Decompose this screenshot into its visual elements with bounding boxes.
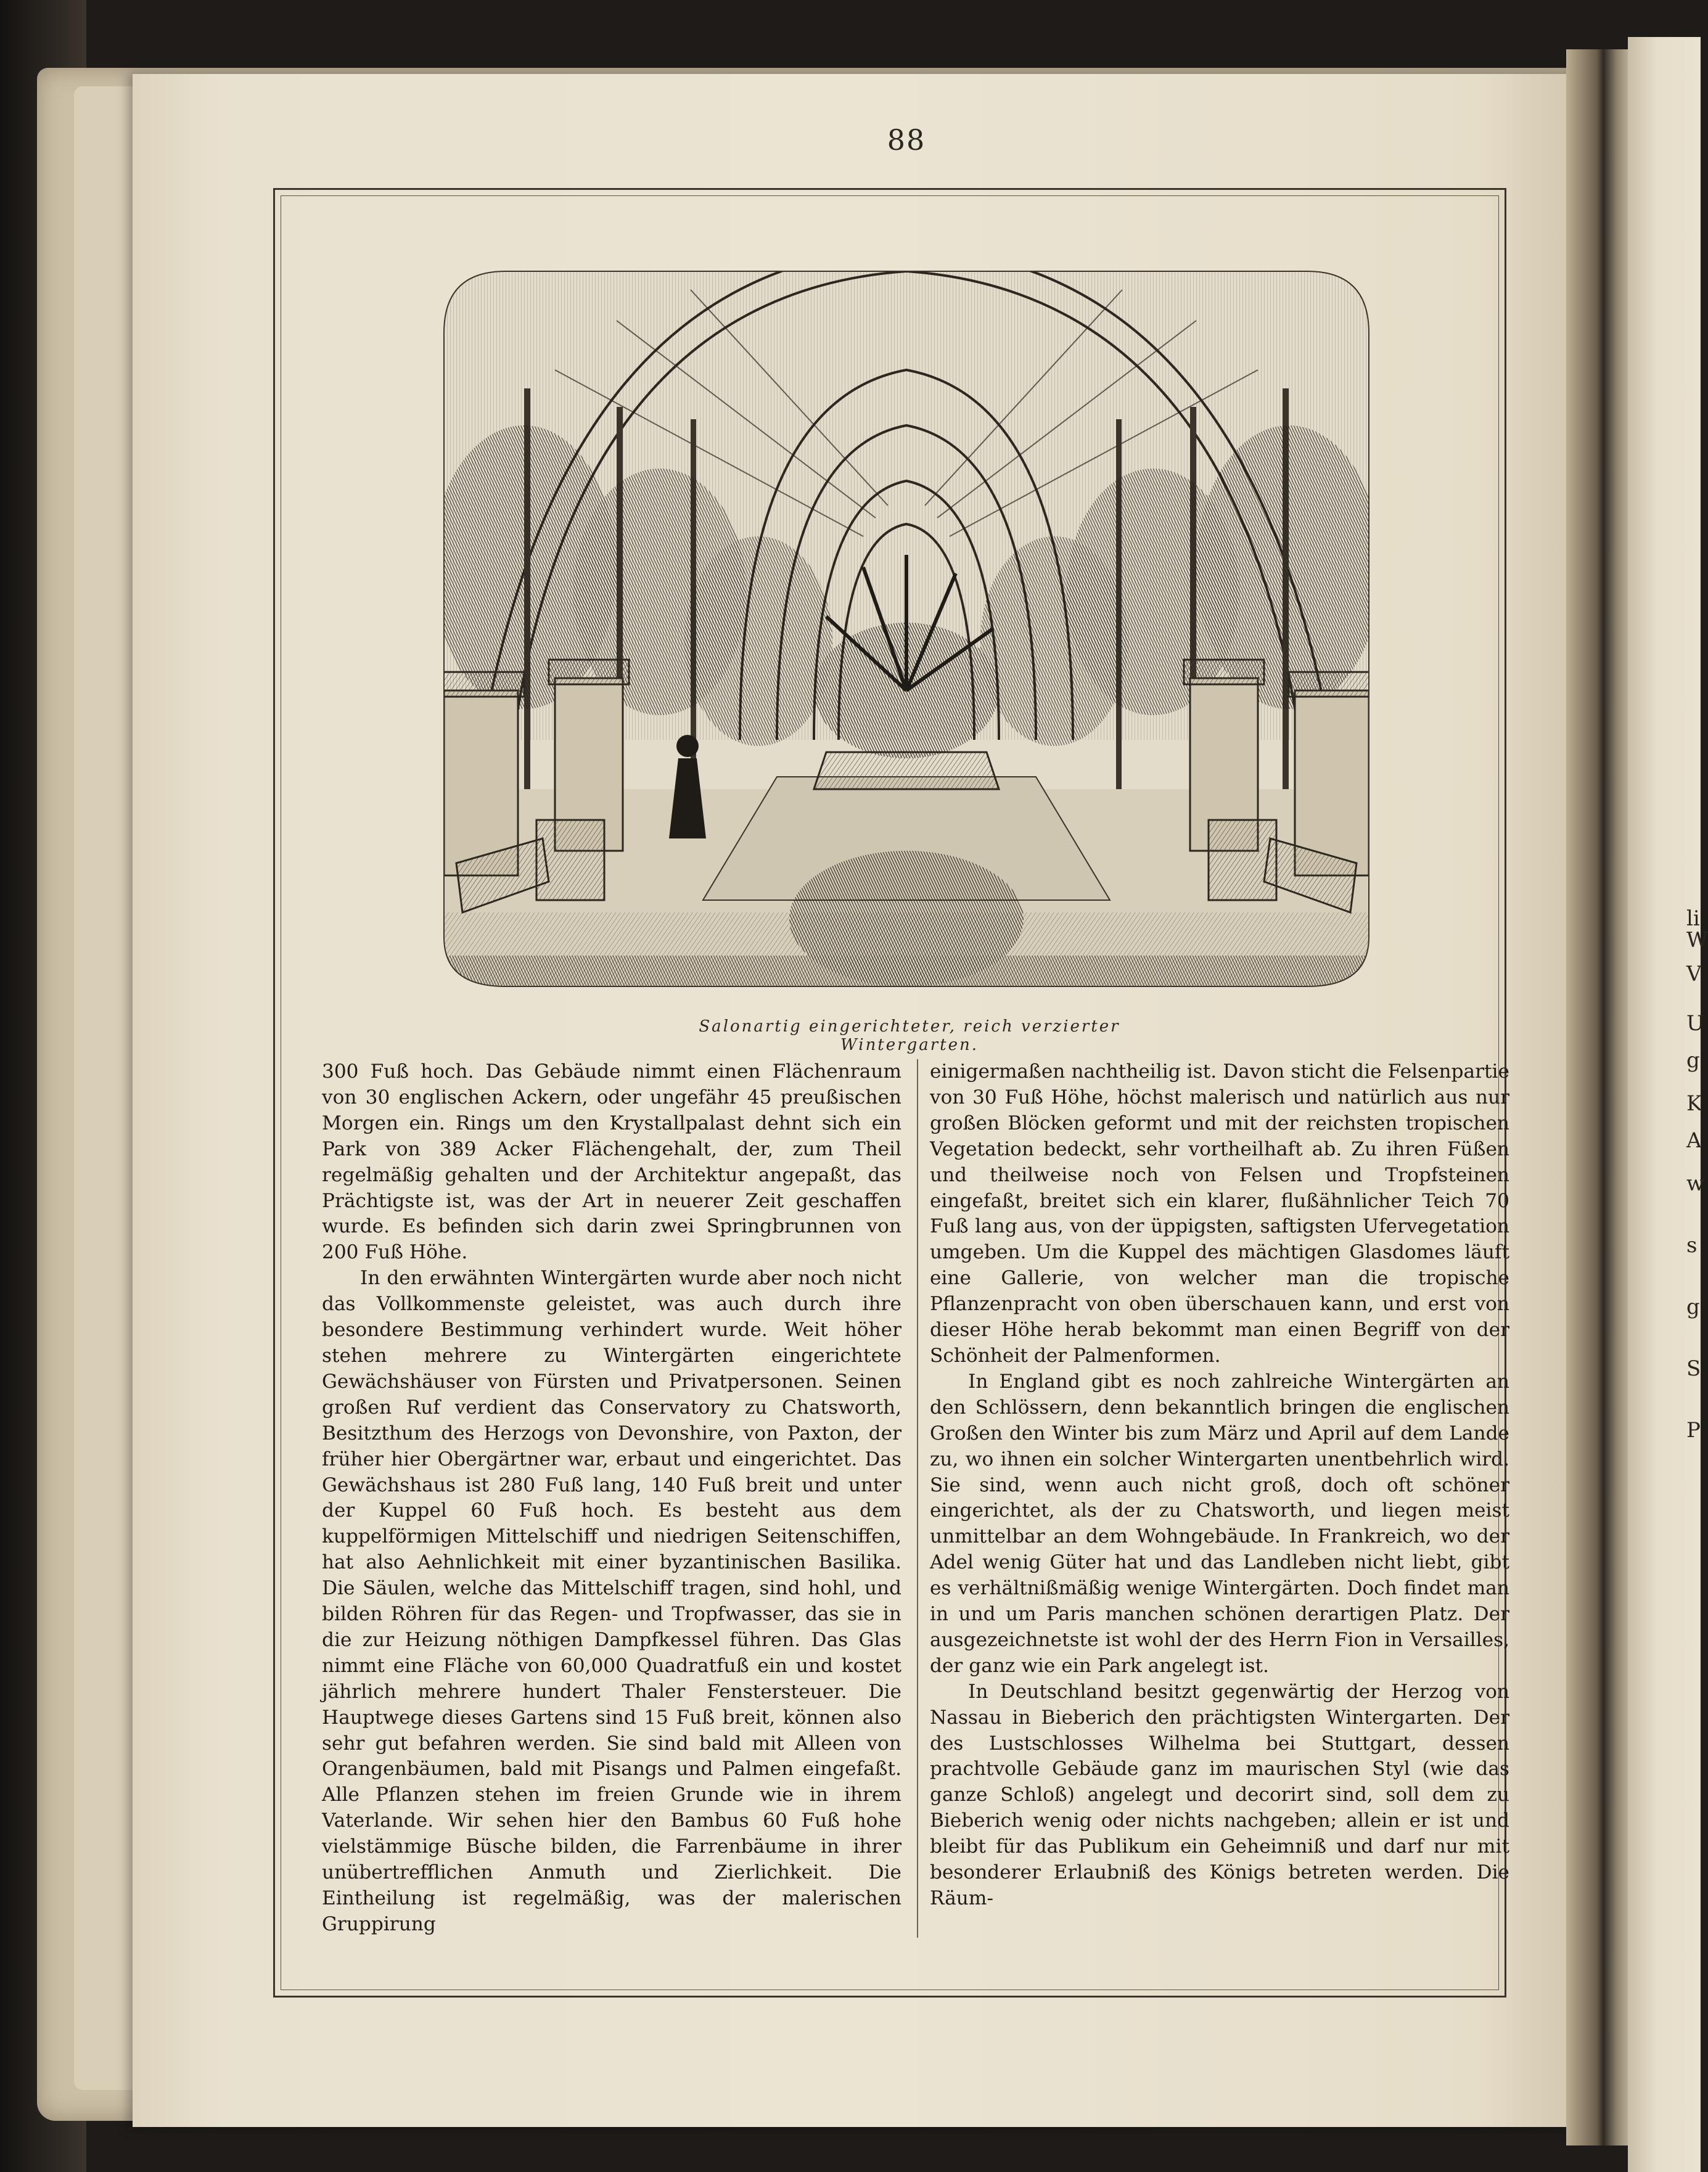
book-gutter xyxy=(1566,49,1634,2145)
next-page-fragment: V xyxy=(1686,962,1702,986)
page-number: 88 xyxy=(887,123,926,157)
paragraph: 300 Fuß hoch. Das Gebäude nimmt einen Flächenraum von 30 englischen Ackern, oder ungefähr 45 preußischen Morgen ein. Rings um den Krystallpalast dehnt sich ein Park von 389 Acker Flächengehalt, der, zum Theil regelmäßig gehalten und der Architektur angepaßt, das Prächtigste ist, was der Art in neuerer Zeit geschaffen wurde. Es befinden sich darin zwei Springbrunnen von 200 Fuß Höhe. xyxy=(322,1060,901,1264)
next-page-fragment: g xyxy=(1686,1048,1700,1073)
next-page-fragment: li xyxy=(1686,906,1700,931)
next-page-fragment: g xyxy=(1686,1295,1700,1319)
next-page-fragment: K xyxy=(1686,1091,1702,1116)
wintergarden-engraving-icon xyxy=(432,247,1381,1011)
next-page-fragment: A xyxy=(1686,1128,1702,1153)
column-divider xyxy=(917,1059,918,1938)
paragraph: In Deutschland besitzt gegenwärtig der Herzog von Nassau in Bieberich den prächtigsten Wintergarten. Der des Lustschlosses Wilhelma bei Stuttgart, dessen prachtvolle Gebäude ganz im maurischen Styl (wie das ganze Schloß) angelegt und decorirt sind, soll dem zu Bieberich wenig oder nichts nachgeben; allein er ist und bleibt für das Publikum ein Geheimniß und darf nur mit besonderer Erlaubniß des Königs betreten werden. Die Räum- xyxy=(930,1680,1509,1909)
next-page-edge xyxy=(1628,37,1708,2172)
text-column-left xyxy=(322,1059,901,1938)
next-page-fragment: U xyxy=(1686,1011,1704,1036)
text-column-right xyxy=(930,1059,1509,1912)
paragraph: einigermaßen nachtheilig ist. Davon sticht die Felsenpartie von 30 Fuß Höhe, höchst malerisch und natürlich aus nur großen Blöcken geformt und mit der reichsten tropischen Vegetation bedeckt, sehr vortheilhaft ab. Zu ihren Füßen und theilweise noch von Felsen und Tropfsteinen eingefaßt, breitet sich ein klarer, flußähnlicher Teich 70 Fuß lang aus, von der üppigsten, saftigsten Ufervegetation umgeben. Um die Kuppel des mächtigen Glasdomes läuft eine Gallerie, von welcher man die tropische Pflanzenpracht von oben überschauen kann, und erst von dieser Höhe herab bekommt man einen Begriff von der Schönheit der Palmenformen. xyxy=(930,1060,1509,1367)
next-page-fragment: w xyxy=(1686,1171,1705,1196)
illustration-caption: Salonartig eingerichteter, reich verzierter Wintergarten. xyxy=(699,1017,1120,1054)
paragraph: In den erwähnten Wintergärten wurde aber noch nicht das Vollkommenste geleistet, was auch durch ihre besondere Bestimmung verhindert wurde. Weit höher stehen mehrere zu Wintergärten eingerichtete Gewächshäuser von Fürsten und Privatpersonen. Seinen großen Ruf verdient das Conservatory zu Chatsworth, Besitzthum des Herzogs von Devonshire, von Paxton, der früher hier Obergärtner war, erbaut und eingerichtet. Das Gewächshaus ist 280 Fuß lang, 140 Fuß breit und unter der Kuppel 60 Fuß hoch. Es besteht aus dem kuppelförmigen Mittelschiff und niedrigen Seitenschiffen, hat also Aehnlichkeit mit einer byzantinischen Basilika. Die Säulen, welche das Mittelschiff tragen, sind hohl, und bilden Röhren für das Regen- und Tropfwasser, das sie in die zur Heizung nöthigen Dampfkessel führen. Das Glas nimmt eine Fläche von 60,000 Quadratfuß ein und kostet jährlich mehrere hundert Thaler Fenstersteuer. Die Hauptwege dieses Gartens sind 15 Fuß breit, können also sehr gut befahren werden. Sie sind bald mit Alleen von Orangenbäumen, bald mit Pisangs und Palmen eingefaßt. Alle Pflanzen stehen im freien Grunde wie in ihrem Vaterlande. Wir sehen hier den Bambus 60 Fuß hohe vielstämmige Büsche bilden, die Farrenbäume in ihrer unübertrefflichen Anmuth und Zierlichkeit. Die Eintheilung ist regelmäßig, was der malerischen Gruppirung xyxy=(322,1267,901,1935)
paragraph: In England gibt es noch zahlreiche Wintergärten an den Schlössern, denn bekanntlich bringen die englischen Großen den Winter bis zum März und April auf dem Lande zu, wo ihnen ein solcher Wintergarten unentbehrlich wird. Sie sind, wenn auch nicht groß, doch oft schöner eingerichtet, als der zu Chatsworth, und liegen meist unmittelbar an dem Wohngebäude. In Frankreich, wo der Adel wenig Güter hat und das Landleben nicht liebt, gibt es verhältnißmäßig wenige Wintergärten. Doch findet man in und um Paris manchen schönen derartigen Platz. Der ausgezeichnetste ist wohl der des Herrn Fion in Versailles, der ganz wie ein Park angelegt ist. xyxy=(930,1370,1509,1677)
next-page-fragment: P xyxy=(1686,1418,1701,1443)
next-page-fragment: s xyxy=(1686,1233,1698,1258)
next-page-fragment: S xyxy=(1686,1356,1701,1381)
next-page-fragment: W xyxy=(1686,928,1708,953)
